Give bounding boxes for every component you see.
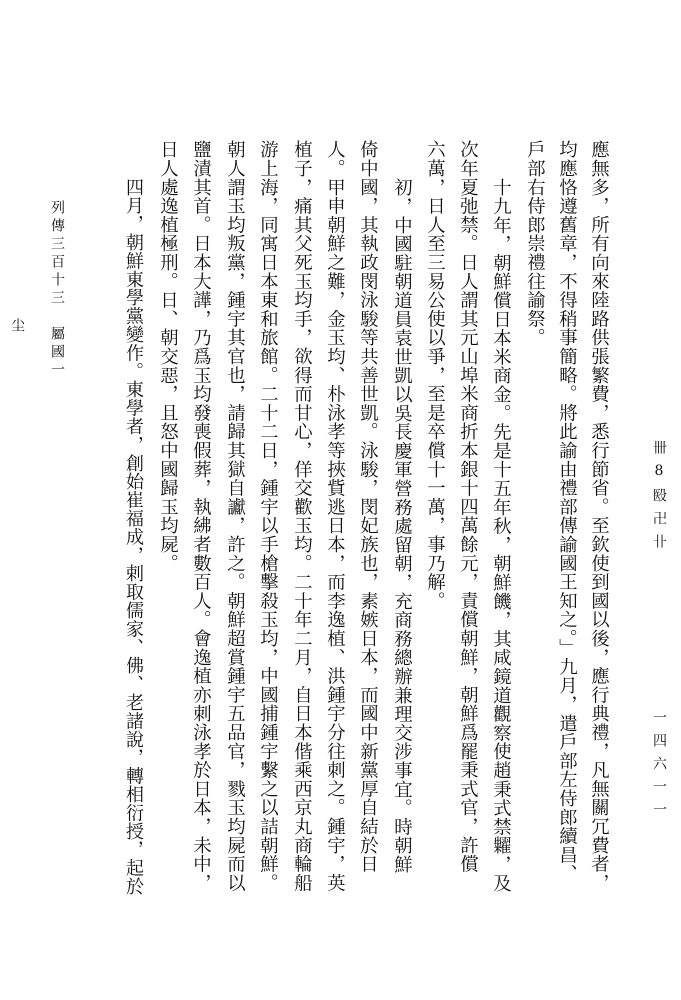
- text-column: 鹽漬其首。日本大譁，乃爲玉均發喪假葬，執紼者數百人。會逸植亦刺泳孝於日本，未中，: [190, 140, 212, 892]
- text-column: 應無多，所有向來陸路供張繁費，悉行節省。至欽使到國以後，應行典禮，凡無關冗費者，: [588, 140, 610, 892]
- text-column: 六萬，日人至三易公使以爭，至是卒償十一萬，事乃解。: [424, 140, 446, 610]
- text-column: 倚中國，其執政閔泳駿等共善世凱。泳駿，閔妃族也，素嫉日本，而國中新黨厚自結於日: [357, 140, 379, 874]
- text-column: 游上海，同寓日本東和旅館。二十二日，鍾宇以手槍擊殺玉均，中國捕鍾宇繫之以詰朝鮮。: [257, 140, 279, 892]
- running-header: 列傳三百十三 屬國一: [49, 200, 65, 380]
- text-column: 均應恪遵舊章，不得稍事簡略。將此諭由禮部傳諭國王知之。」九月，遣戶部左侍郎續昌、: [556, 140, 578, 883]
- text-column: 植子，痛其父死玉均手，欲得而甘心，佯交歡玉均。二十年二月，自日本偕乘西京丸商輪船: [291, 140, 313, 892]
- text-column: 四月，朝鮮東學黨變作。東學者，創始崔福成，剌取儒家、佛、老諸說，轉相衍授，起於: [123, 178, 144, 896]
- text-column: 人。甲申朝鮮之難，金玉均、朴泳孝等挾貲逃日本，而李逸植、洪鍾宇分往刺之。鍾宇，英: [324, 140, 346, 892]
- left-margin-mark: 尘: [9, 318, 25, 341]
- right-margin-mark: 卌8殹卍卝: [651, 440, 667, 557]
- text-column: 戶部右侍郎崇禮往諭祭。: [524, 140, 546, 347]
- text-column: 日人處逸植極刑。日、朝交惡，且怒中國歸玉均屍。: [157, 140, 179, 573]
- text-column: 十九年，朝鮮償日本米商金。先是十五年秋，朝鮮饑，其咸鏡道觀察使趙秉式禁糶，及: [490, 178, 512, 893]
- text-column: 次年夏弛禁。日人謂其元山埠米商折本銀十四萬餘元，責償朝鮮，朝鮮爲罷秉式官，許償: [457, 140, 479, 874]
- text-column: 初，中國駐朝道員袁世凱以吳長慶軍營務處留朝，充商務總辦兼理交涉事宜。時朝鮮: [391, 178, 413, 874]
- text-column: 朝人謂玉均叛黨，鍾宇其官也，請歸其獄自讞，許之。朝鮮超賞鍾宇五品官，戮玉均屍而以: [224, 140, 246, 892]
- page-number: 一四六一一: [651, 710, 667, 825]
